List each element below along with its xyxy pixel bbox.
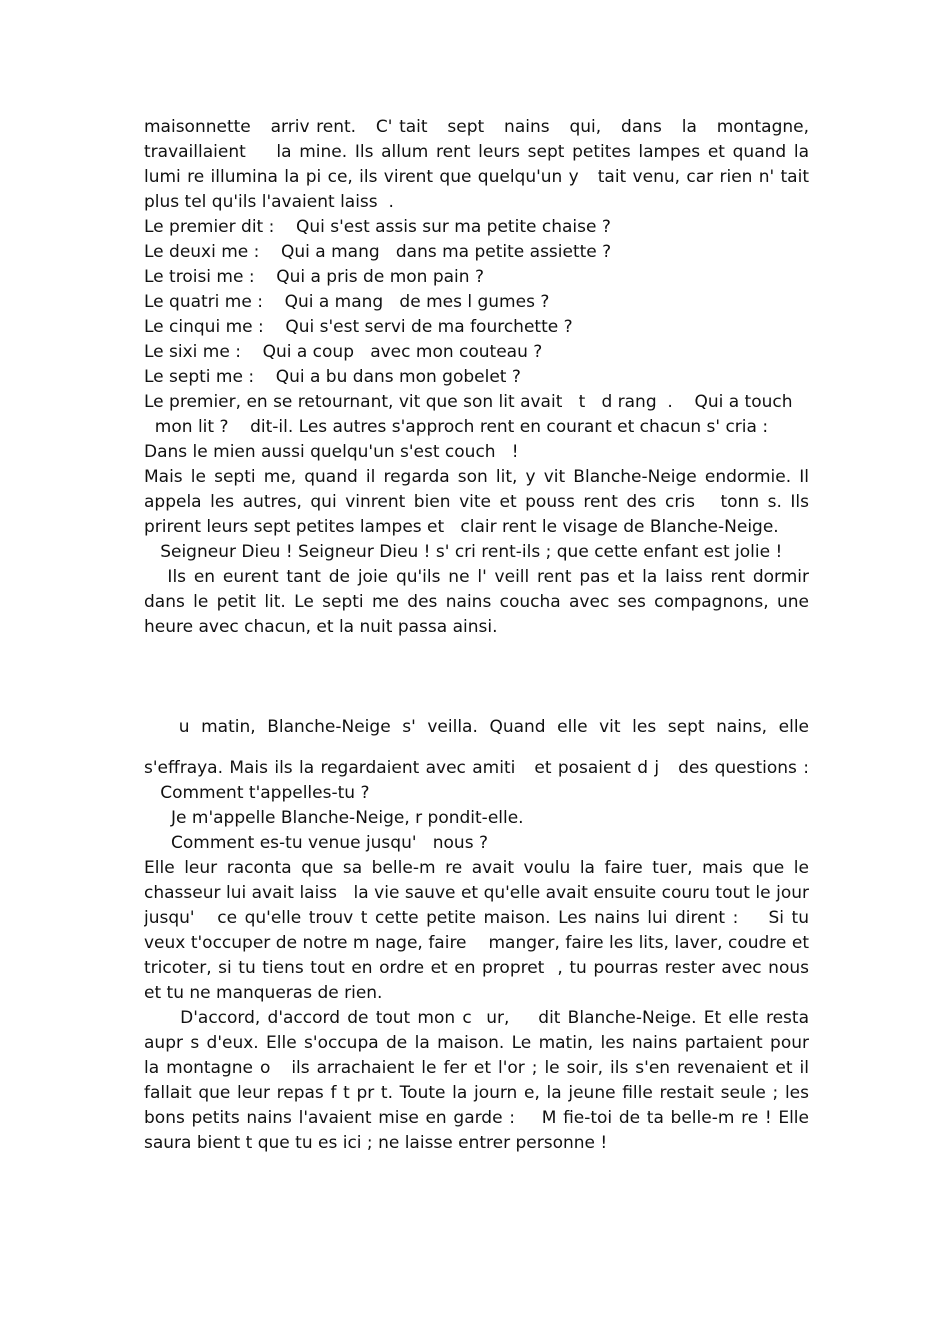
text-line: lumi re illumina la pi ce, ils virent que quelqu'un y tait venu, car rien n' tait bbox=[144, 167, 809, 187]
text-line: fallait que leur repas f t pr t. Toute la journ e, la jeune fille restait seule ; les bbox=[144, 1083, 809, 1103]
text-line: Le premier, en se retournant, vit que son lit avait t d rang . Qui a touch bbox=[144, 392, 793, 412]
text-line: dans le petit lit. Le septi me des nains coucha avec ses compagnons, une bbox=[144, 592, 809, 612]
text-line: Mais le septi me, quand il regarda son lit, y vit Blanche-Neige endormie. Il bbox=[144, 467, 809, 487]
text-line: Le sixi me : Qui a coup avec mon couteau ? bbox=[144, 342, 543, 362]
text-line: saura bient t que tu es ici ; ne laisse entrer personne ! bbox=[144, 1133, 608, 1153]
text-line: plus tel qu'ils l'avaient laiss . bbox=[144, 192, 394, 212]
text-line: bons petits nains l'avaient mise en garde : M fie-toi de ta belle-m re ! Elle bbox=[144, 1108, 809, 1128]
text-line: la montagne o ils arrachaient le fer et l'or ; le soir, ils s'en revenaient et il bbox=[144, 1058, 809, 1078]
section-2 bbox=[144, 715, 809, 1156]
text-line: Le cinqui me : Qui s'est servi de ma fourchette ? bbox=[144, 317, 573, 337]
text-line: mon lit ? dit-il. Les autres s'approch rent en courant et chacun s' cria : bbox=[144, 417, 769, 437]
text-line: s'effraya. Mais ils la regardaient avec amiti et posaient d j des questions : bbox=[144, 758, 809, 778]
text-line: et tu ne manqueras de rien. bbox=[144, 983, 383, 1003]
text-line: veux t'occuper de notre m nage, faire manger, faire les lits, laver, coudre et bbox=[144, 933, 809, 953]
text-line: Seigneur Dieu ! Seigneur Dieu ! s' cri rent-ils ; que cette enfant est jolie ! bbox=[144, 542, 783, 562]
text-line: tricoter, si tu tiens tout en ordre et en propret , tu pourras rester avec nous bbox=[144, 958, 809, 978]
spacer bbox=[144, 665, 809, 690]
spacer bbox=[144, 740, 809, 756]
text-line: Le premier dit : Qui s'est assis sur ma petite chaise ? bbox=[144, 217, 611, 237]
spacer bbox=[144, 690, 809, 715]
document-page bbox=[144, 115, 809, 1156]
text-line: maisonnette arriv rent. C' tait sept nains qui, dans la montagne, bbox=[144, 117, 809, 137]
text-line: appela les autres, qui vinrent bien vite et pouss rent des cris tonn s. Ils bbox=[144, 492, 809, 512]
text-line: Comment es-tu venue jusqu' nous ? bbox=[144, 833, 488, 853]
section-opening-line: u matin, Blanche-Neige s' veilla. Quand elle vit les sept nains, elle bbox=[144, 717, 809, 737]
text-line: Comment t'appelles-tu ? bbox=[144, 783, 370, 803]
text-line: aupr s d'eux. Elle s'occupa de la maison. Le matin, les nains partaient pour bbox=[144, 1033, 809, 1053]
spacer bbox=[144, 640, 809, 665]
text-line: Le troisi me : Qui a pris de mon pain ? bbox=[144, 267, 484, 287]
text-line: Le deuxi me : Qui a mang dans ma petite assiette ? bbox=[144, 242, 612, 262]
text-line: prirent leurs sept petites lampes et clair rent le visage de Blanche-Neige. bbox=[144, 517, 779, 537]
text-line: Ils en eurent tant de joie qu'ils ne l' veill rent pas et la laiss rent dormir bbox=[144, 567, 809, 587]
text-line: chasseur lui avait laiss la vie sauve et qu'elle avait ensuite couru tout le jour bbox=[144, 883, 809, 903]
text-line: travaillaient la mine. Ils allum rent leurs sept petites lampes et quand la bbox=[144, 142, 809, 162]
text-line: Le septi me : Qui a bu dans mon gobelet ? bbox=[144, 367, 521, 387]
text-line: Le quatri me : Qui a mang de mes l gumes ? bbox=[144, 292, 550, 312]
text-line: jusqu' ce qu'elle trouv t cette petite maison. Les nains lui dirent : Si tu bbox=[144, 908, 809, 928]
text-line: heure avec chacun, et la nuit passa ainsi. bbox=[144, 617, 498, 637]
text-line: Dans le mien aussi quelqu'un s'est couch ! bbox=[144, 442, 519, 462]
section-1 bbox=[144, 115, 809, 640]
text-line: D'accord, d'accord de tout mon c ur, dit Blanche-Neige. Et elle resta bbox=[144, 1008, 809, 1028]
text-line: Je m'appelle Blanche-Neige, r pondit-elle. bbox=[144, 808, 524, 828]
text-line: Elle leur raconta que sa belle-m re avait voulu la faire tuer, mais que le bbox=[144, 858, 809, 878]
